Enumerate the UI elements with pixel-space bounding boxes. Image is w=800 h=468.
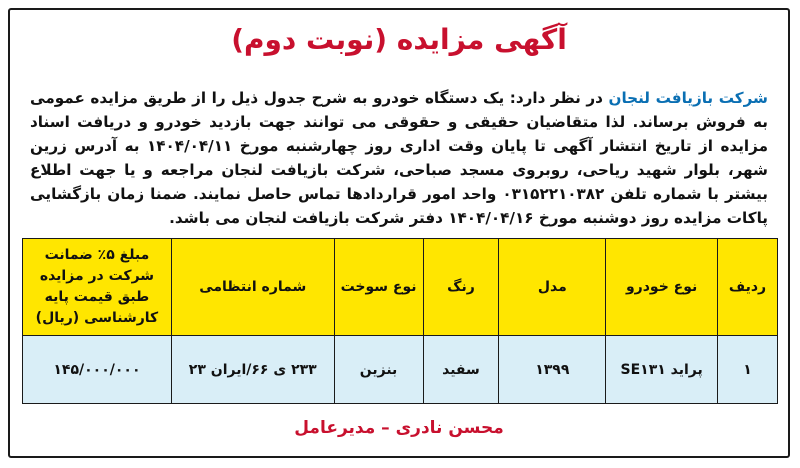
- header-vehicle-type: نوع خودرو: [606, 239, 718, 336]
- auction-table: [22, 238, 778, 404]
- cell-color: سفید: [423, 336, 499, 404]
- header-color: رنگ: [423, 239, 499, 336]
- table-row: [23, 336, 778, 404]
- header-deposit-amount: مبلغ ۵٪ ضمانت شرکت در مزایده طبق قیمت پایه کارشناسی (ریال): [23, 239, 172, 336]
- notice-body-text: در نظر دارد: یک دستگاه خودرو به شرح جدول ذیل را از طریق مزایده عمومی به فروش برساند. لذا متقاضیان حقیقی و حقوقی می توانند جهت بازدید خودرو و دریافت اسناد مزایده از تاریخ انتشار آگهی تا پایان وقت اداری روز چهارشنبه مورخ ۱۴۰۴/۰۴/۱۱ به آدرس زرین شهر، بلوار شهید ریاحی، روبروی مسجد صباحی، شرکت بازیافت لنجان مراجعه و یا جهت اطلاع بیشتر با شماره تلفن ۰۳۱۵۲۲۱۰۳۸۲ واحد امور قراردادها تماس حاصل نمایند. ضمنا زمان بازگشایی پاکات مزایده روز دوشنبه مورخ ۱۴۰۴/۰۴/۱۶ دفتر شرکت بازیافت لنجان می باشد.: [30, 89, 768, 227]
- header-plate-number: شماره انتظامی: [171, 239, 334, 336]
- cell-row-number: ۱: [718, 336, 778, 404]
- cell-deposit-amount: ۱۴۵/۰۰۰/۰۰۰: [23, 336, 172, 404]
- cell-plate-number: ۲۳۳ ی ۶۶/ایران ۲۳: [171, 336, 334, 404]
- cell-vehicle-type: پراید SE۱۳۱: [606, 336, 718, 404]
- signature: محسن نادری – مدیرعامل: [294, 418, 504, 438]
- header-model: مدل: [499, 239, 606, 336]
- notice-frame: [8, 8, 790, 458]
- cell-model: ۱۳۹۹: [499, 336, 606, 404]
- notice-title: آگهی مزایده (نوبت دوم): [231, 23, 567, 56]
- header-fuel-type: نوع سوخت: [334, 239, 423, 336]
- table-header-row: [23, 239, 778, 336]
- cell-fuel-type: بنزین: [334, 336, 423, 404]
- notice-body: [30, 86, 768, 230]
- company-name: شرکت بازیافت لنجان: [608, 89, 768, 107]
- header-row-number: ردیف: [718, 239, 778, 336]
